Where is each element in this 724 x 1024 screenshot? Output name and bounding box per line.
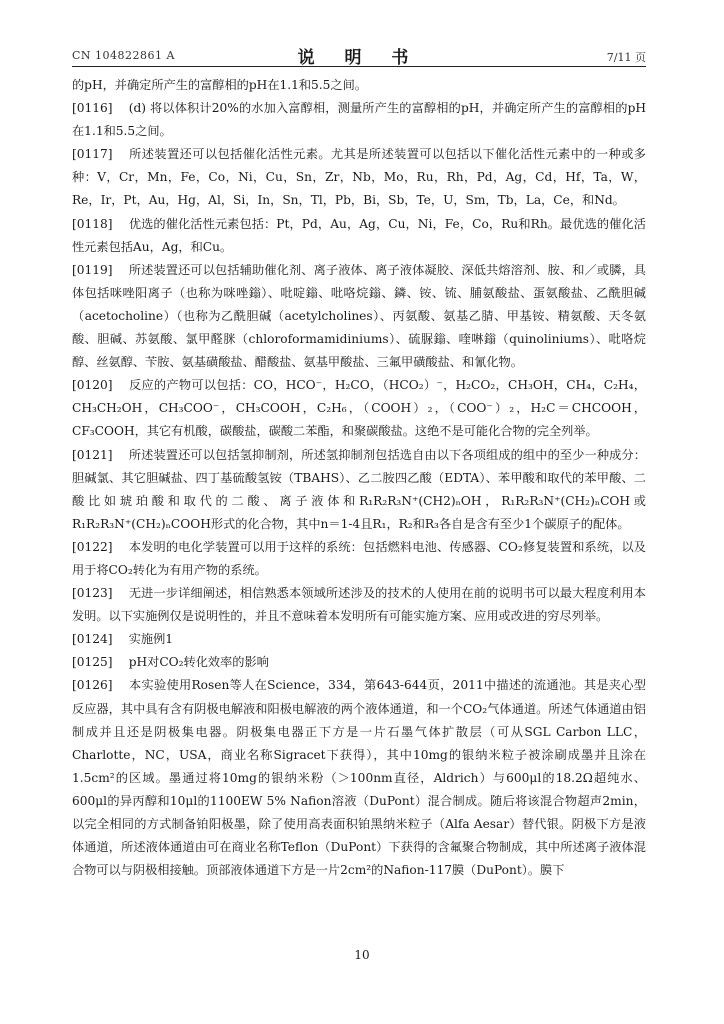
paragraph-number: [0126] — [72, 678, 113, 693]
page-footer — [0, 948, 724, 962]
paragraph — [72, 97, 646, 143]
patent-number: CN 104822861 A — [72, 49, 175, 62]
paragraph-text: 的pH，并确定所产生的富醇相的pH在1.1和5.5之间。 — [72, 78, 367, 92]
page-number: 10 — [354, 948, 370, 962]
paragraph-number: [0125] — [72, 655, 113, 670]
paragraph-text: 优选的催化活性元素包括：Pt，Pd，Au，Ag，Cu，Ni，Fe，Co，Ru和Rh。最优选的催化活性元素包括Au，Ag，和Cu。 — [72, 216, 646, 254]
paragraph-number: [0117] — [72, 147, 113, 162]
paragraph-text: 本发明的电化学装置可以用于这样的系统：包括燃料电池、传感器、CO₂修复装置和系统，以及用于将CO₂转化为有用产物的系统。 — [72, 539, 646, 577]
paragraph — [72, 444, 646, 536]
paragraph — [72, 74, 646, 97]
paragraph — [72, 674, 646, 882]
paragraph — [72, 259, 646, 374]
paragraph — [72, 143, 646, 212]
paragraph-text: 本实验使用Rosen等人在Science，334，第643-644页，2011中描述的流通池。其是夹心型反应器，其中具有含有阴极电解液和阳极电解液的两个液体通道，和一个CO₂气体通道。所述气体通道由铝制成并且还是阴极集电器。阴极集电器正下方是一片石墨气体扩散层（可从SGL Carbon LLC，Charlotte，NC，USA，商业名称Sigracet下获得），其中10mg的银纳米粒子被涂刷成墨并且涂在1.5cm²的区域。墨通过将10mg的银纳米粉（＞100nm直径，Aldrich）与600μl的18.2Ω超纯水、600μl的异丙醇和10μl的1100EW 5% Nafion溶液（DuPont）混合制成。随后将该混合物超声2min，以完全相同的方式制备铂阳极墨，除了使用高表面积铂黑纳米粒子（Alfa Aesar）替代银。阴极下方是液体通道，所述液体通道由可在商业名称Teflon（DuPont）下获得的含氟聚合物制成，其中所述离子液体混合物可以与阴极相接触。顶部液体通道下方是一片2cm²的Nafion-117膜（DuPont）。膜下 — [72, 678, 646, 878]
paragraph-text: 所述装置还可以包括辅助催化剂、离子液体、离子液体凝胶、深低共熔溶剂、胺、和／或膦，具体包括咪唑阳离子（也称为咪唑鎓）、吡啶鎓、吡咯烷鎓、鏻、铵、锍、脯氨酸盐、蛋氨酸盐、乙酰胆碱（acetocholine）（也称为乙酰胆碱（acetylcholines）、丙氨酸、氨基乙腈、甲基铵、精氨酸、天冬氨酸、胆碱、苏氨酸、氯甲醛脒（chloroformamidiniums）、硫脲鎓、喹啉鎓（quinoliniums）、吡咯烷醇、丝氨醇、苄胺、氨基磺酸盐、醋酸盐、氨基甲酸盐、三氟甲磺酸盐、和氰化物。 — [72, 262, 646, 370]
document-body — [72, 74, 646, 882]
page-header — [72, 40, 646, 67]
paragraph — [72, 213, 646, 259]
paragraph-text: 无进一步详细阐述，相信熟悉本领域所述涉及的技术的人使用在前的说明书可以最大程度利用本发明。以下实施例仅是说明性的，并且不意味着本发明所有可能实施方案、应用或改进的穷尽列举。 — [72, 586, 646, 624]
paragraph-number: [0119] — [72, 262, 113, 277]
paragraph — [72, 582, 646, 628]
paragraph-text: (d) 将以体积计20%的水加入富醇相，测量所产生的富醇相的pH，并确定所产生的富醇相的pH在1.1和5.5之间。 — [72, 101, 646, 139]
paragraph-number: [0118] — [72, 216, 113, 231]
paragraph-text: 实施例1 — [128, 632, 174, 647]
paragraph-text: 反应的产物可以包括：CO，HCO⁻，H₂CO，（HCO₂）⁻，H₂CO₂，CH₃OH，CH₄，C₂H₄，CH₃CH₂OH，CH₃COO⁻，CH₃COOH，C₂H₆，（COOH）₂，（COO⁻）₂，H₂C＝CHCOOH，CF₃COOH，其它有机酸，碳酸盐，碳酸二苯酯，和聚碳酸盐。这绝不是可能化合物的完全列举。 — [72, 378, 646, 439]
paragraph — [72, 374, 646, 443]
paragraph-number: [0122] — [72, 539, 113, 554]
page-indicator: 7/11 页 — [606, 51, 646, 64]
paragraph-text: 所述装置还可以包括催化活性元素。尤其是所述装置可以包括以下催化活性元素中的一种或多种：V，Cr，Mn，Fe，Co，Ni，Cu，Sn，Zr，Nb，Mo，Ru，Rh，Pd，Ag，Cd，Hf，Ta，W，Re，Ir，Pt，Au，Hg，Al，Si，In，Sn，Tl，Pb，Bi，Sb，Te，U，Sm，Tb，La，Ce，和Nd。 — [72, 147, 646, 208]
paragraph-text: pH对CO₂转化效率的影响 — [128, 655, 269, 670]
paragraph-number: [0116] — [72, 101, 113, 116]
paragraph-number: [0120] — [72, 378, 113, 393]
paragraph — [72, 536, 646, 582]
document-title: 说 明 书 — [297, 48, 421, 68]
paragraph-number: [0121] — [72, 447, 113, 462]
paragraph-text: 所述装置还可以包括氢抑制剂，所述氢抑制剂包括选自由以下各项组成的组中的至少一种成分：胆碱氯、其它胆碱盐、四丁基硫酸氢铵（TBAHS）、乙二胺四乙酸（EDTA）、苯甲酸和取代的苯甲酸、二酸比如琥珀酸和取代的二酸、离子液体和R₁R₂R₃N⁺(CH2)ₙOH，R₁R₂R₃N⁺(CH₂)ₙCOH或R₁R₂R₃N⁺(CH₂)ₙCOOH形式的化合物，其中n＝1-4且R₁，R₂和R₃各自是含有至少1个碳原子的配体。 — [72, 447, 646, 531]
paragraph-number: [0124] — [72, 632, 113, 647]
paragraph — [72, 628, 646, 651]
paragraph — [72, 651, 646, 674]
paragraph-number: [0123] — [72, 586, 113, 601]
